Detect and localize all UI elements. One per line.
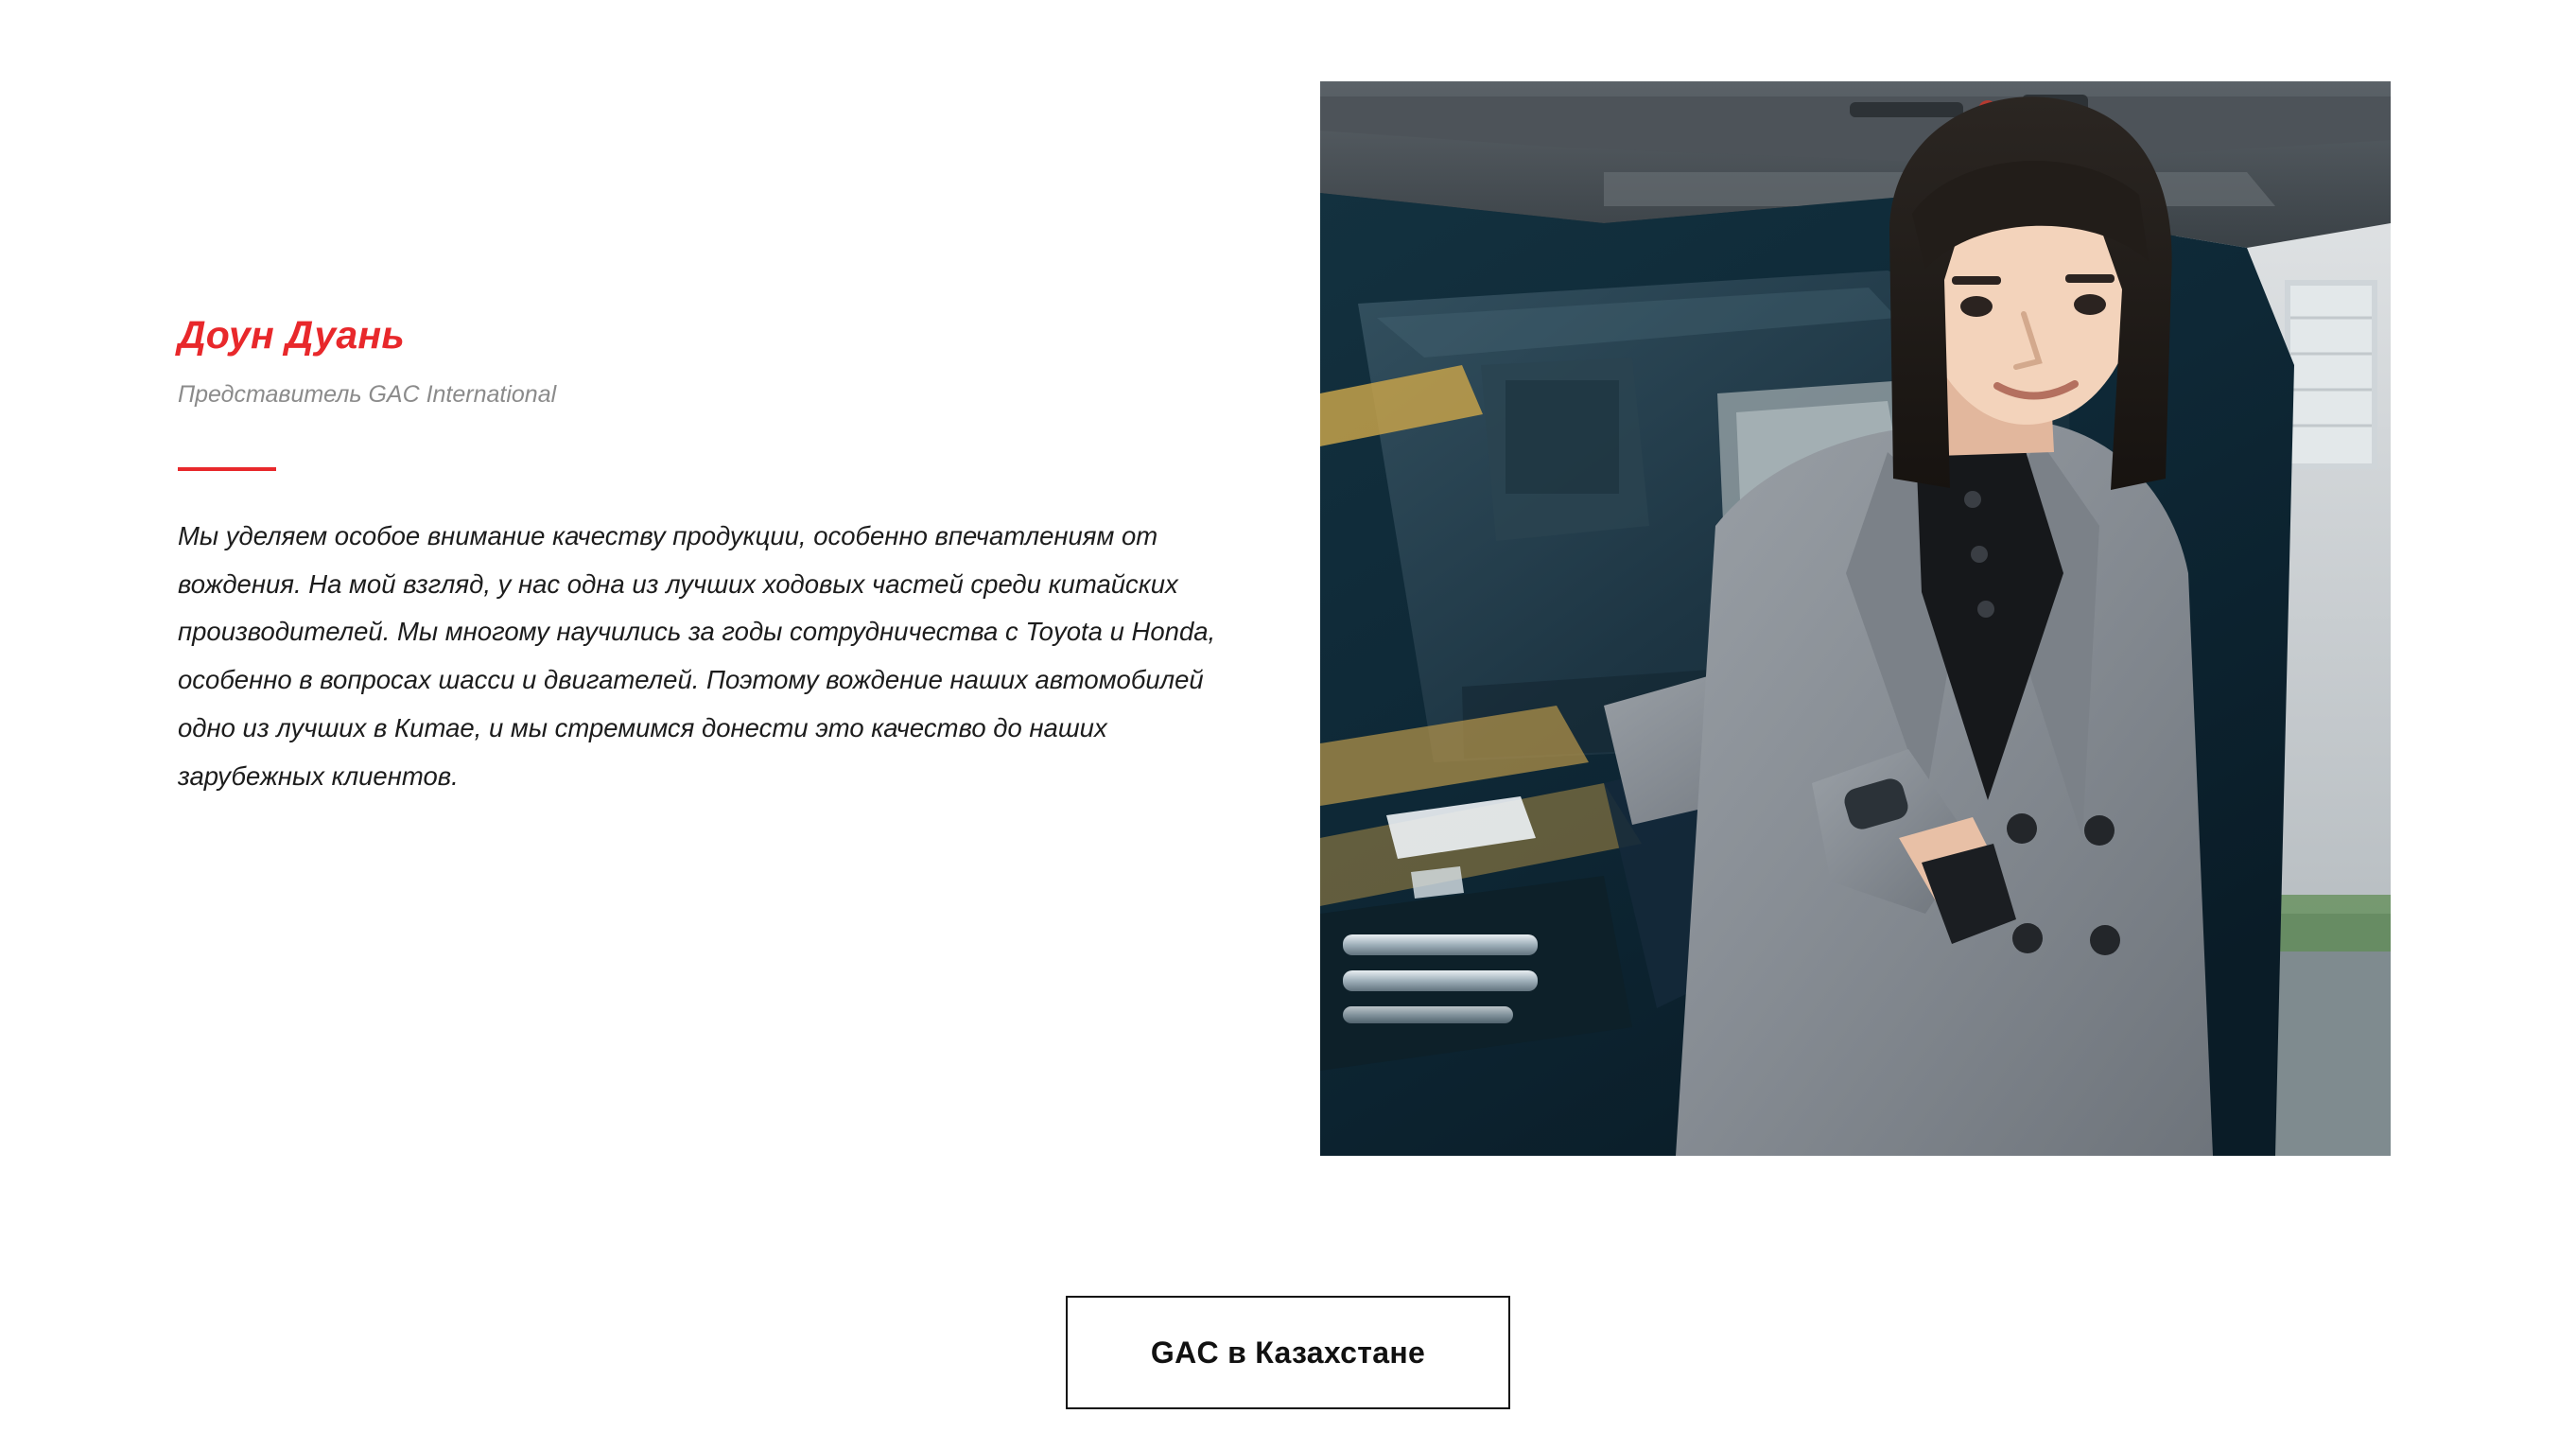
portrait-photo [1320, 81, 2391, 1156]
testimonial-block [178, 312, 1237, 801]
person-role: Представитель GAC International [178, 381, 557, 409]
quote-text: Мы уделяем особое внимание качеству продукции, особенно впечатлениям от вождения. На мой взгляд, у нас одна из лучших ходовых частей среди китайских производителей. Мы многому научились за годы сотрудничества с Toyota и Honda, особенно в вопросах шасси и двигателей. Поэтому вождение наших автомобилей одно из лучших в Китае, и мы стремимся донести это качество до наших зарубежных клиентов. [178, 520, 1216, 792]
gac-in-kazakhstan-button[interactable]: GAC в Казахстане [1066, 1296, 1510, 1409]
person-name: Доун Дуань [178, 313, 405, 357]
cta-container [0, 1296, 2576, 1409]
accent-divider [178, 467, 276, 471]
